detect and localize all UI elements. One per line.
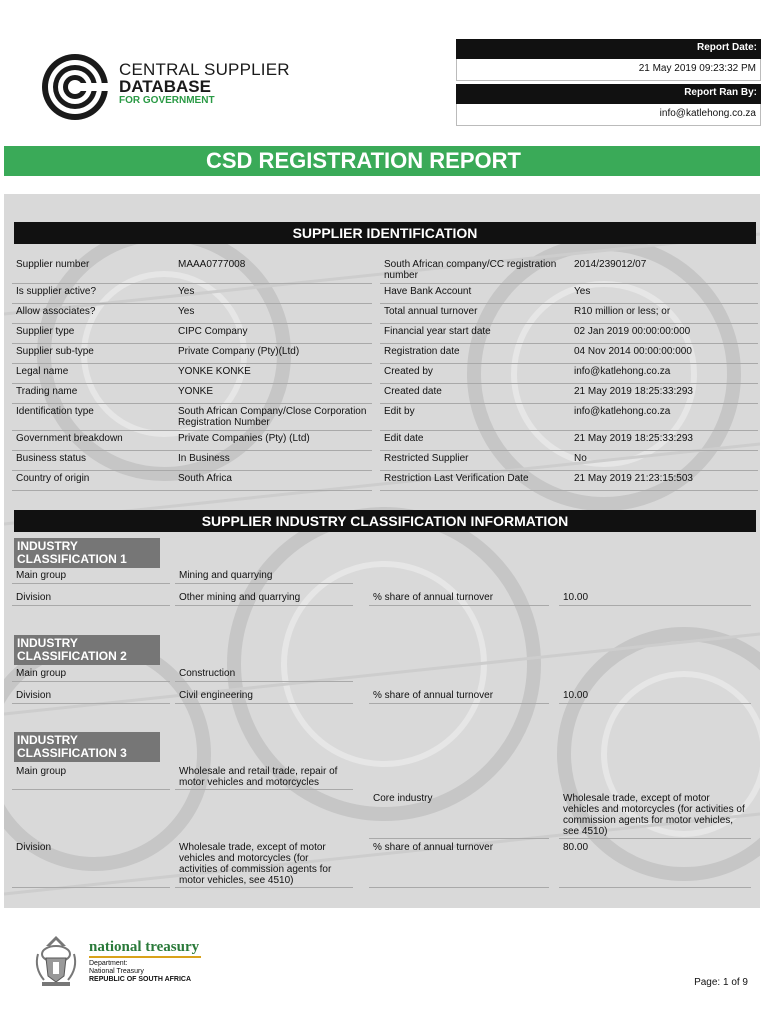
national-treasury-underline [89, 956, 201, 958]
field-value: Yes [570, 284, 758, 304]
page-number: Page: 1 of 9 [694, 977, 748, 988]
column-gap [372, 284, 380, 304]
field-value: Yes [174, 284, 372, 304]
ic3-core-industry-value: Wholesale trade, except of motor vehicles and motorcycles (for activities of commission agents for motor vehicles, see 4510) [559, 791, 751, 839]
column-gap [372, 471, 380, 491]
ic2-main-group-value: Construction [175, 666, 353, 682]
table-row [12, 324, 758, 344]
industry-classification-heading: SUPPLIER INDUSTRY CLASSIFICATION INFORMATION [14, 510, 756, 532]
ic2-main-group-label: Main group [12, 666, 170, 682]
supplier-identification-heading: SUPPLIER IDENTIFICATION [14, 222, 756, 244]
field-value: MAAA0777008 [174, 257, 372, 284]
table-row [12, 344, 758, 364]
field-label: Have Bank Account [380, 284, 570, 304]
industry-classification-2-label: INDUSTRY CLASSIFICATION 2 [14, 635, 160, 665]
table-row [12, 404, 758, 431]
table-row [12, 431, 758, 451]
table-row [12, 384, 758, 404]
ic1-share-label: % share of annual turnover [369, 590, 549, 606]
ic3-main-group-value: Wholesale and retail trade, repair of motor vehicles and motorcycles [175, 764, 353, 790]
field-label: Business status [12, 451, 174, 471]
column-gap [372, 344, 380, 364]
field-label: Trading name [12, 384, 174, 404]
field-label: Allow associates? [12, 304, 174, 324]
column-gap [372, 364, 380, 384]
ic1-division-label: Division [12, 590, 170, 606]
ic2-division-label: Division [12, 688, 170, 704]
report-meta [456, 39, 761, 81]
industry-classification-1-label: INDUSTRY CLASSIFICATION 1 [14, 538, 160, 568]
supplier-identification-table [12, 257, 758, 491]
brand-wordmark [119, 61, 290, 107]
column-gap [372, 304, 380, 324]
field-label: Total annual turnover [380, 304, 570, 324]
field-label: Supplier sub-type [12, 344, 174, 364]
table-row [12, 364, 758, 384]
ic1-main-group-value: Mining and quarrying [175, 568, 353, 584]
ic2-share-value: 10.00 [559, 688, 751, 704]
report-ran-by [456, 84, 761, 126]
column-gap [372, 431, 380, 451]
field-value: 21 May 2019 18:25:33:293 [570, 431, 758, 451]
field-label: Is supplier active? [12, 284, 174, 304]
report-ran-by-value: info@katlehong.co.za [456, 104, 761, 126]
field-value: No [570, 451, 758, 471]
republic-name: REPUBLIC OF SOUTH AFRICA [89, 976, 192, 983]
field-value: CIPC Company [174, 324, 372, 344]
field-label: Created date [380, 384, 570, 404]
field-label: Identification type [12, 404, 174, 431]
field-label: Supplier number [12, 257, 174, 284]
field-value: Yes [174, 304, 372, 324]
watermark-background [4, 194, 760, 908]
field-label: Edit date [380, 431, 570, 451]
field-label: Supplier type [12, 324, 174, 344]
column-gap [372, 384, 380, 404]
ic3-division-value: Wholesale trade, except of motor vehicles and motorcycles (for activities of commission agents for motor vehicles, see 4510) [175, 840, 353, 888]
field-label: Legal name [12, 364, 174, 384]
field-value: 02 Jan 2019 00:00:00:000 [570, 324, 758, 344]
ic2-share-label: % share of annual turnover [369, 688, 549, 704]
field-value: YONKE KONKE [174, 364, 372, 384]
report-ran-by-label: Report Ran By: [456, 84, 761, 104]
field-value: Private Companies (Pty) (Ltd) [174, 431, 372, 451]
field-value: 21 May 2019 18:25:33:293 [570, 384, 758, 404]
table-row [12, 257, 758, 284]
field-label: Financial year start date [380, 324, 570, 344]
field-label: Edit by [380, 404, 570, 431]
field-value: 2014/239012/07 [570, 257, 758, 284]
field-value: YONKE [174, 384, 372, 404]
field-value: South African Company/Close Corporation Registration Number [174, 404, 372, 431]
table-row [12, 284, 758, 304]
column-gap [372, 451, 380, 471]
field-value: info@katlehong.co.za [570, 364, 758, 384]
field-value: 21 May 2019 21:23:15:503 [570, 471, 758, 491]
brand-line-3: FOR GOVERNMENT [119, 95, 215, 106]
field-value: Private Company (Pty)(Ltd) [174, 344, 372, 364]
brand-line-2: DATABASE [119, 77, 211, 96]
field-label: Country of origin [12, 471, 174, 491]
national-treasury-logo [89, 939, 201, 984]
field-label: Restricted Supplier [380, 451, 570, 471]
field-value: In Business [174, 451, 372, 471]
field-value: South Africa [174, 471, 372, 491]
field-value: R10 million or less; or [570, 304, 758, 324]
table-row [12, 304, 758, 324]
department-name: National Treasury [89, 968, 144, 975]
table-row [12, 471, 758, 491]
ic3-share-value: 80.00 [559, 840, 751, 888]
ic3-division-label: Division [12, 840, 170, 888]
field-label: South African company/CC registration number [380, 257, 570, 284]
table-row [12, 451, 758, 471]
column-gap [372, 257, 380, 284]
ic1-share-value: 10.00 [559, 590, 751, 606]
field-value: info@katlehong.co.za [570, 404, 758, 431]
national-treasury-name: national treasury [89, 939, 200, 955]
field-label: Registration date [380, 344, 570, 364]
field-label: Government breakdown [12, 431, 174, 451]
column-gap [372, 404, 380, 431]
coat-of-arms-icon [32, 932, 80, 988]
ic3-core-industry-label: Core industry [369, 791, 549, 839]
field-label: Restriction Last Verification Date [380, 471, 570, 491]
column-gap [372, 324, 380, 344]
csd-logo-icon [40, 52, 110, 122]
department-label: Department: [89, 960, 128, 967]
ic1-main-group-label: Main group [12, 568, 170, 584]
ic2-division-value: Civil engineering [175, 688, 353, 704]
page-title: CSD REGISTRATION REPORT [4, 146, 760, 176]
industry-classification-3-label: INDUSTRY CLASSIFICATION 3 [14, 732, 160, 762]
report-date-value: 21 May 2019 09:23:32 PM [456, 59, 761, 81]
ic1-division-value: Other mining and quarrying [175, 590, 353, 606]
field-label: Created by [380, 364, 570, 384]
field-value: 04 Nov 2014 00:00:00:000 [570, 344, 758, 364]
brand-line-1: CENTRAL SUPPLIER [119, 60, 290, 79]
report-date-label: Report Date: [456, 39, 761, 59]
ic3-main-group-label: Main group [12, 764, 170, 790]
ic3-share-label: % share of annual turnover [369, 840, 549, 888]
